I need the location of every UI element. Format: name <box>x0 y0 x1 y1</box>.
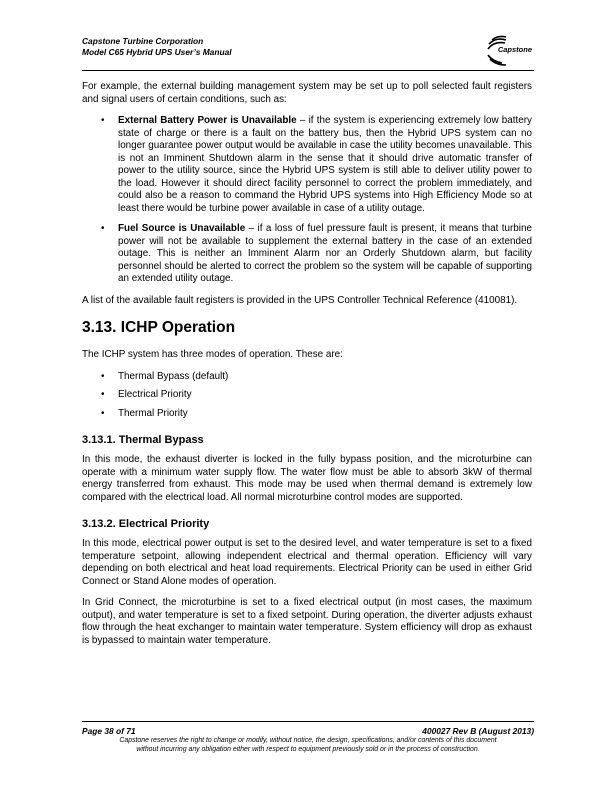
bullet: • <box>101 223 105 234</box>
thermal-bypass-paragraph: In this mode, the exhaust diverter is locked in the fully bypass position, and the microturbine can operate with a minimum water supply flow. The water flow must be able to absorb 3kW of thermal energy transferred from exhaust. This mode may be used when thermal demand is extremely low compared with the electrical load. All normal microturbine control modes are supported. <box>82 454 532 503</box>
subsection-title-electrical-priority: 3.13.2. Electrical Priority <box>82 518 210 530</box>
footer-row <box>82 726 534 736</box>
intro-paragraph: For example, the external building management system may be set up to poll selected fault registers and signal users of certain conditions, such as: <box>82 81 532 105</box>
subsection-title-thermal-bypass: 3.13.1. Thermal Bypass <box>82 434 204 446</box>
header-manual-title: Model C65 Hybrid UPS User’s Manual <box>82 47 232 57</box>
document-number: 400027 Rev B (August 2013) <box>422 726 534 736</box>
bullet: • <box>101 389 105 400</box>
electrical-priority-paragraph-1: In this mode, electrical power output is set to the desired level, and water temperature is set to a fixed temperature setpoint, allowing independent electrical and thermal operation. Efficiency will vary depending on both electrical and heat load requirements. Electrical Priority can be used in either Grid Connect or Stand Alone modes of operation. <box>82 538 532 587</box>
condition-lead: External Battery Power is Unavailable <box>118 115 297 126</box>
mode-label: Thermal Bypass (default) <box>118 370 229 382</box>
bullet: • <box>101 407 105 419</box>
condition-lead: Fuel Source is Unavailable <box>118 223 246 234</box>
disclaimer-line-2: without incurring any obligation either with respect to equipment previously sold or in the process of construction. <box>136 745 480 753</box>
page-content <box>82 81 532 656</box>
fault-conditions-list <box>82 115 532 286</box>
section-title: 3.13. ICHP Operation <box>82 319 236 336</box>
condition-text: – if a loss of fuel pressure fault is present, it means that turbine power will not be available to supplement the external battery in the case of an extended outage. This is neither an Imminent Alarm nor an Orderly Shutdown alarm, but facility personnel should be alerted to correct the problem so the system will be capable of supporting an extended utility outage. <box>118 223 532 284</box>
page-header <box>82 32 534 71</box>
footer-disclaimer <box>82 737 534 754</box>
mode-label: Electrical Priority <box>118 389 192 400</box>
capstone-logo <box>472 32 534 70</box>
bullet: • <box>101 370 105 382</box>
page-number: Page 38 of 71 <box>82 726 136 736</box>
bullet: • <box>101 115 105 126</box>
header-text <box>82 36 232 58</box>
disclaimer-line-1: Capstone reserves the right to change or modify, without notice, the design, specifications, and/or contents of this document <box>119 737 497 744</box>
list-item <box>82 371 532 384</box>
section-intro: The ICHP system has three modes of operation. These are: <box>82 349 343 360</box>
logo-wordmark: Capstone <box>497 45 532 54</box>
header-company: Capstone Turbine Corporation <box>82 36 204 46</box>
page-footer <box>82 721 534 754</box>
modes-list <box>82 371 532 421</box>
list-item <box>82 389 532 402</box>
fault-register-reference: A list of the available fault registers is provided in the UPS Controller Technical Reference (410081). <box>82 294 518 306</box>
list-item <box>82 115 532 215</box>
electrical-priority-paragraph-2: In Grid Connect, the microturbine is set to a fixed electrical output (in most cases, the maximum output), and water temperature is set to a fixed setpoint. During operation, the diverter adjusts exhaust flow through the heat exchanger to maintain water temperature. System efficiency will drop as exhaust is bypassed to maintain water temperature. <box>82 597 532 646</box>
mode-label: Thermal Priority <box>118 407 188 419</box>
condition-text: – if the system is experiencing extremely low battery state of charge or there is a fault on the battery bus, then the Hybrid UPS system can no longer guarantee power output would be available in case the utility becomes unavailable. This is not an Imminent Shutdown alarm in the sense that it should drive automatic transfer of power to the utility source, since the Hybrid UPS system is still able to deliver utility power to the load. However it should direct facility personnel to correct the problem immediately, and could also be a reason to command the Hybrid UPS systems into High Efficiency Mode so at least there would be turbine power available in case of a utility outage. <box>118 115 532 214</box>
list-item <box>82 408 532 421</box>
list-item <box>82 223 532 286</box>
